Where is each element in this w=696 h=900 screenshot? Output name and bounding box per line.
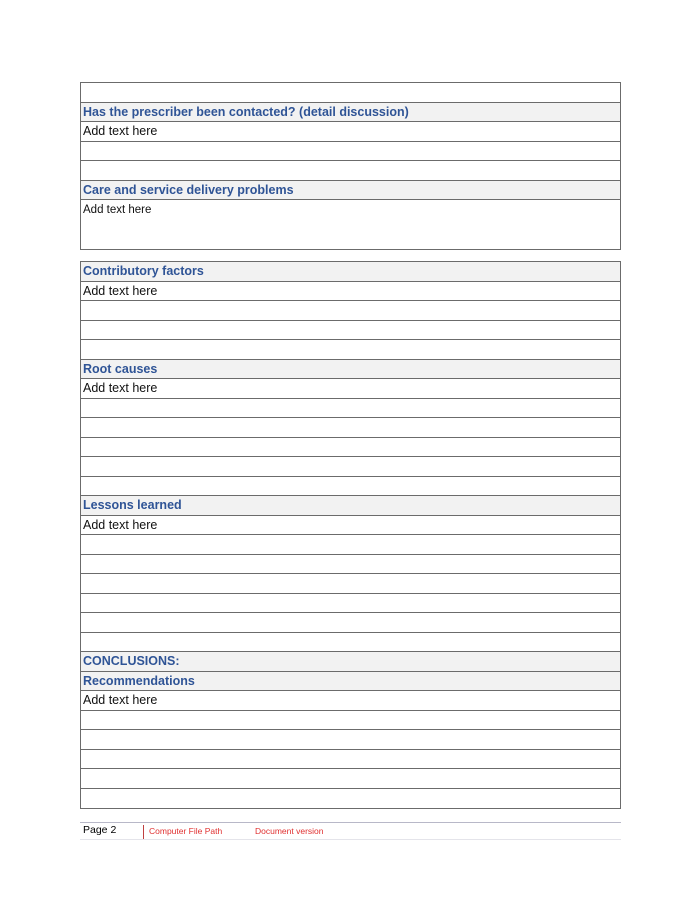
blank-row[interactable]	[81, 457, 620, 477]
contributory-factors-field[interactable]: Add text here	[81, 282, 620, 302]
blank-row[interactable]	[81, 789, 620, 809]
form-table-bottom	[80, 261, 621, 809]
lessons-learned-field[interactable]: Add text here	[81, 516, 620, 536]
care-delivery-header: Care and service delivery problems	[81, 181, 620, 201]
blank-row[interactable]	[81, 594, 620, 614]
blank-row[interactable]	[81, 750, 620, 770]
blank-row[interactable]	[81, 574, 620, 594]
contributory-factors-header: Contributory factors	[81, 262, 620, 282]
form-table-top	[80, 82, 621, 250]
blank-row[interactable]	[81, 769, 620, 789]
root-causes-field[interactable]: Add text here	[81, 379, 620, 399]
blank-row[interactable]	[81, 161, 620, 181]
conclusions-header: CONCLUSIONS:	[81, 652, 620, 672]
footer-divider	[143, 825, 144, 839]
recommendations-header: Recommendations	[81, 672, 620, 692]
blank-row[interactable]	[81, 418, 620, 438]
blank-row[interactable]	[81, 477, 620, 497]
blank-row[interactable]	[81, 555, 620, 575]
prescriber-contacted-header: Has the prescriber been contacted? (detail discussion)	[81, 103, 620, 123]
blank-row[interactable]	[81, 142, 620, 162]
care-delivery-field[interactable]: Add text here	[83, 204, 152, 216]
blank-row[interactable]	[81, 83, 620, 103]
blank-row[interactable]	[81, 711, 620, 731]
root-causes-header: Root causes	[81, 360, 620, 380]
blank-row[interactable]	[81, 340, 620, 360]
document-version: Document version	[255, 826, 324, 836]
blank-row[interactable]	[81, 399, 620, 419]
blank-row[interactable]	[81, 613, 620, 633]
blank-row[interactable]	[81, 301, 620, 321]
lessons-learned-header: Lessons learned	[81, 496, 620, 516]
computer-file-path: Computer File Path	[149, 826, 223, 836]
page-number: Page 2	[83, 824, 117, 836]
page-footer	[80, 822, 621, 840]
blank-row[interactable]	[81, 535, 620, 555]
blank-row[interactable]	[81, 321, 620, 341]
blank-row[interactable]	[81, 633, 620, 653]
recommendations-field[interactable]: Add text here	[81, 691, 620, 711]
prescriber-contacted-field[interactable]: Add text here	[81, 122, 620, 142]
blank-row[interactable]	[81, 730, 620, 750]
blank-row[interactable]	[81, 438, 620, 458]
